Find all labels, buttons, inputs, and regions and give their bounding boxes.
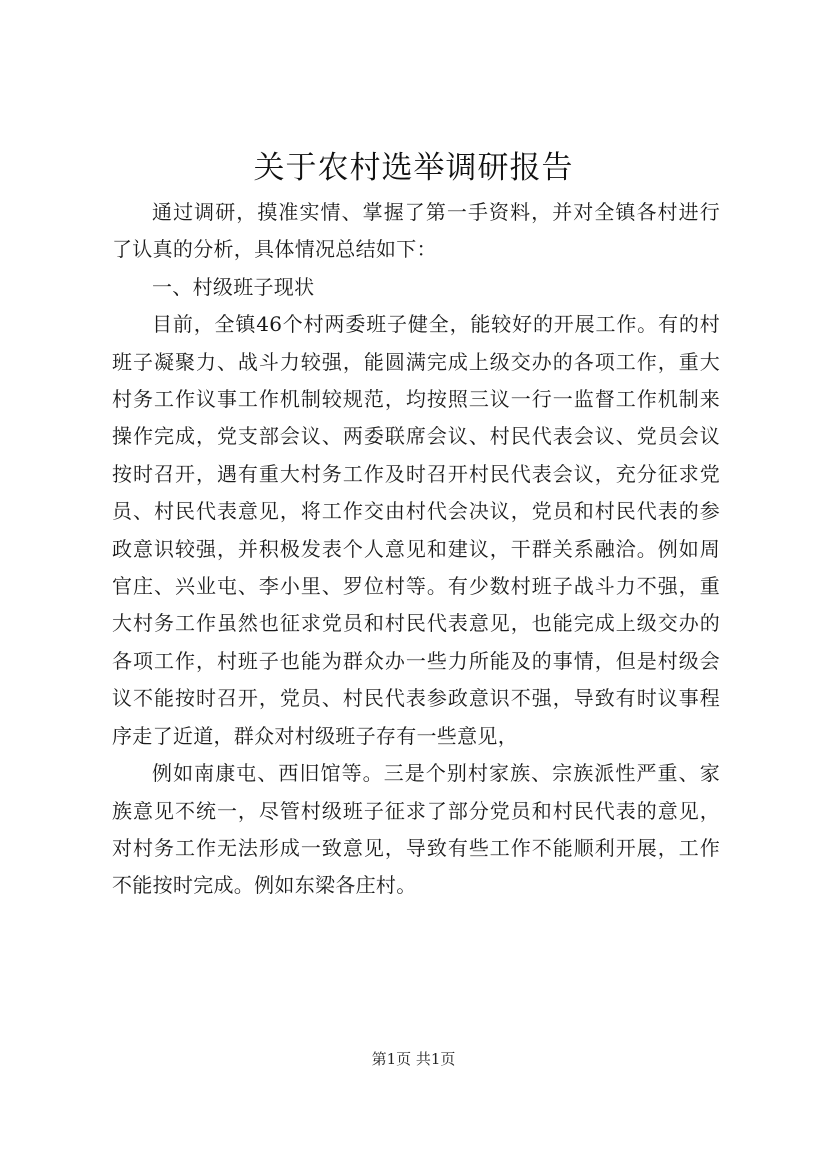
paragraph-intro: 通过调研，摸准实情、掌握了第一手资料，并对全镇各村进行了认真的分析，具体情况总结如下： — [112, 200, 720, 262]
document-title: 关于农村选举调研报告 — [253, 150, 574, 186]
paragraph-current-status: 目前，全镇46个村两委班子健全，能较好的开展工作。有的村班子凝聚力、战斗力较强，能圆满完成上级交办的各项工作，重大村务工作议事工作机制较规范，均按照三议一行一监督工作机制来操作完成，党支部会议、两委联席会议、村民代表会议、党员会议按时召开，遇有重大村务工作及时召开村民代表会议，充分征求党员、村民代表意见，将工作交由村代会决议，党员和村民代表的参政意识较强，并积极发表个人意见和建议，干群关系融洽。例如周官庄、兴业屯、李小里、罗位村等。有少数村班子战斗力不强，重大村务工作虽然也征求党员和村民代表意见，也能完成上级交办的各项工作，村班子也能为群众办一些力所能及的事情，但是村级会议不能按时召开，党员、村民代表参政意识不强，导致有时议事程序走了近道，群众对村级班子存有一些意见， — [112, 312, 720, 748]
document-body — [112, 194, 720, 905]
section-heading: 一、村级班子现状 — [152, 274, 315, 299]
page-number-footer: 第1页 共1页 — [371, 1050, 456, 1068]
paragraph-examples: 例如南康屯、西旧馆等。三是个别村家族、宗族派性严重、家族意见不统一，尽管村级班子征求了部分党员和村民代表的意见，对村务工作无法形成一致意见，导致有些工作不能顺利开展，工作不能按时完成。例如东梁各庄村。 — [112, 761, 720, 898]
